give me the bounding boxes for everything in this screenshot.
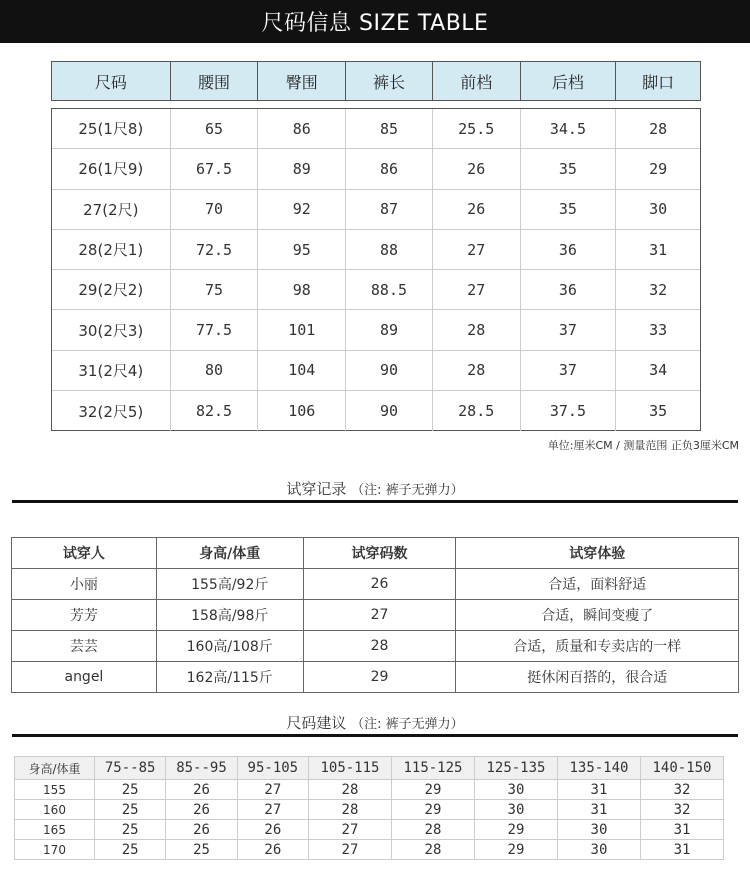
try-on-row bbox=[12, 569, 739, 600]
recommendation-cell: 29 bbox=[474, 820, 557, 840]
size-table-row bbox=[52, 149, 700, 189]
recommendation-cell: 160 bbox=[15, 800, 95, 820]
recommendation-cell: 26 bbox=[166, 820, 237, 840]
recommendation-header-cell: 115-125 bbox=[391, 757, 474, 780]
try-on-row bbox=[12, 631, 739, 662]
try-on-cell: 162高/115斤 bbox=[156, 662, 303, 693]
recommendation-cell: 26 bbox=[166, 800, 237, 820]
recommendation-cell: 30 bbox=[557, 840, 640, 860]
size-table-cell: 26(1尺9) bbox=[52, 149, 171, 188]
recommendation-cell: 29 bbox=[391, 780, 474, 800]
size-table-cell: 72.5 bbox=[171, 230, 259, 269]
recommendation-title: 尺码建议 bbox=[286, 714, 347, 732]
try-on-row bbox=[12, 662, 739, 693]
size-table-cell: 35 bbox=[521, 190, 617, 229]
size-table-cell: 87 bbox=[346, 190, 433, 229]
recommendation-note: （注: 裤子无弹力） bbox=[351, 717, 464, 732]
size-table-cell: 37 bbox=[521, 310, 617, 349]
try-on-cell: 合适，瞬间变瘦了 bbox=[456, 600, 739, 631]
size-table-cell: 26 bbox=[433, 149, 521, 188]
size-table-cell: 32 bbox=[649, 280, 668, 299]
recommendation-row bbox=[15, 820, 724, 840]
size-table-cell: 65 bbox=[171, 109, 259, 148]
try-on-cell: 芸芸 bbox=[12, 631, 157, 662]
size-table-row bbox=[52, 351, 700, 391]
size-table-body bbox=[51, 108, 701, 431]
recommendation-cell: 28 bbox=[308, 780, 391, 800]
size-table-cell: 67.5 bbox=[171, 149, 259, 188]
size-table-cell: 88 bbox=[346, 230, 433, 269]
try-on-cell: 26 bbox=[303, 569, 456, 600]
recommendation-cell: 28 bbox=[391, 840, 474, 860]
size-table-cell: 77.5 bbox=[171, 310, 259, 349]
try-on-cell: 29 bbox=[303, 662, 456, 693]
size-table-cell: 34.5 bbox=[521, 109, 617, 148]
size-table-cell: 90 bbox=[346, 351, 433, 390]
try-on-header-cell: 试穿码数 bbox=[303, 538, 456, 569]
recommendation-header-cell: 105-115 bbox=[308, 757, 391, 780]
try-on-title: 试穿记录 bbox=[286, 480, 347, 498]
size-table-cell: 28 bbox=[433, 310, 521, 349]
size-table-cell: 89 bbox=[346, 310, 433, 349]
size-table-cell: 80 bbox=[171, 351, 259, 390]
recommendation-cell: 26 bbox=[166, 780, 237, 800]
try-on-table bbox=[11, 537, 739, 693]
size-header-cell: 臀围 bbox=[258, 62, 346, 100]
size-table-cell: 29(2尺2) bbox=[52, 270, 171, 309]
size-table-cell: 35 bbox=[649, 402, 668, 421]
size-table-cell: 37 bbox=[521, 351, 617, 390]
recommendation-cell: 25 bbox=[95, 800, 166, 820]
size-table-cell: 37.5 bbox=[521, 391, 617, 431]
try-on-row bbox=[12, 600, 739, 631]
try-on-cell: 160高/108斤 bbox=[156, 631, 303, 662]
recommendation-cell: 27 bbox=[237, 800, 308, 820]
size-table-cell: 25(1尺8) bbox=[52, 109, 171, 148]
size-table-cell: 36 bbox=[521, 230, 617, 269]
recommendation-cell: 31 bbox=[557, 780, 640, 800]
recommendation-table bbox=[14, 756, 724, 860]
recommendation-row bbox=[15, 780, 724, 800]
size-header-cell: 后档 bbox=[521, 62, 617, 100]
size-table-cell: 28 bbox=[433, 351, 521, 390]
recommendation-cell: 31 bbox=[557, 800, 640, 820]
try-on-cell: 158高/98斤 bbox=[156, 600, 303, 631]
recommendation-row bbox=[15, 840, 724, 860]
size-header-cell: 裤长 bbox=[346, 62, 433, 100]
recommendation-cell: 25 bbox=[95, 820, 166, 840]
size-table-cell: 86 bbox=[258, 109, 346, 148]
recommendation-cell: 32 bbox=[640, 780, 723, 800]
recommendation-header-cell: 95-105 bbox=[237, 757, 308, 780]
recommendation-cell: 31 bbox=[640, 840, 723, 860]
size-table-cell: 32(2尺5) bbox=[52, 391, 171, 431]
size-table-row bbox=[52, 391, 700, 431]
try-on-header-row bbox=[12, 538, 739, 569]
try-on-cell: 合适，质量和专卖店的一样 bbox=[456, 631, 739, 662]
size-table-cell: 82.5 bbox=[171, 391, 259, 431]
recommendation-section-title bbox=[0, 712, 750, 733]
recommendation-header-cell: 135-140 bbox=[557, 757, 640, 780]
page-banner bbox=[0, 0, 750, 43]
recommendation-cell: 26 bbox=[237, 840, 308, 860]
try-on-cell: 芳芳 bbox=[12, 600, 157, 631]
size-header-cell: 前档 bbox=[433, 62, 521, 100]
size-table-cell: 28(2尺1) bbox=[52, 230, 171, 269]
recommendation-cell: 27 bbox=[308, 840, 391, 860]
size-table-row bbox=[52, 310, 700, 350]
size-table-cell: 27(2尺) bbox=[52, 190, 171, 229]
size-table-cell: 70 bbox=[171, 190, 259, 229]
size-table-cell: 101 bbox=[258, 310, 346, 349]
section-divider bbox=[12, 500, 738, 503]
recommendation-cell: 30 bbox=[557, 820, 640, 840]
size-table-cell: 35 bbox=[521, 149, 617, 188]
size-table-cell: 33 bbox=[649, 321, 668, 340]
recommendation-header-cell: 75--85 bbox=[95, 757, 166, 780]
recommendation-cell: 155 bbox=[15, 780, 95, 800]
recommendation-row bbox=[15, 800, 724, 820]
recommendation-cell: 27 bbox=[308, 820, 391, 840]
banner-title: 尺码信息 SIZE TABLE bbox=[261, 11, 489, 36]
size-table-cell: 92 bbox=[258, 190, 346, 229]
size-table-cell: 27 bbox=[433, 230, 521, 269]
size-table-cell: 27 bbox=[433, 270, 521, 309]
size-table-row bbox=[52, 230, 700, 270]
size-header-cell: 尺码 bbox=[52, 62, 171, 100]
unit-note: 单位:厘米CM / 测量范围 正负3厘米CM bbox=[547, 439, 739, 452]
size-table-cell: 25.5 bbox=[433, 109, 521, 148]
recommendation-cell: 29 bbox=[391, 800, 474, 820]
recommendation-cell: 28 bbox=[391, 820, 474, 840]
recommendation-cell: 26 bbox=[237, 820, 308, 840]
size-table-cell: 104 bbox=[258, 351, 346, 390]
size-table-cell: 88.5 bbox=[346, 270, 433, 309]
size-table-cell: 30(2尺3) bbox=[52, 310, 171, 349]
size-header-cell: 脚口 bbox=[642, 72, 675, 92]
size-table-cell: 31(2尺4) bbox=[52, 351, 171, 390]
recommendation-cell: 29 bbox=[474, 840, 557, 860]
size-table-cell: 85 bbox=[346, 109, 433, 148]
try-on-cell: 155高/92斤 bbox=[156, 569, 303, 600]
try-on-cell: 小丽 bbox=[12, 569, 157, 600]
size-table-cell: 86 bbox=[346, 149, 433, 188]
recommendation-cell: 31 bbox=[640, 820, 723, 840]
recommendation-cell: 25 bbox=[95, 780, 166, 800]
size-table-cell: 95 bbox=[258, 230, 346, 269]
try-on-section-title bbox=[0, 478, 750, 499]
try-on-header-cell: 身高/体重 bbox=[156, 538, 303, 569]
size-table-row bbox=[52, 270, 700, 310]
size-table-cell: 36 bbox=[521, 270, 617, 309]
size-table-cell: 106 bbox=[258, 391, 346, 431]
size-table-cell: 28.5 bbox=[433, 391, 521, 431]
size-table-cell: 28 bbox=[649, 119, 668, 138]
recommendation-header-cell: 85--95 bbox=[166, 757, 237, 780]
size-table-cell: 31 bbox=[649, 240, 668, 259]
try-on-cell: 28 bbox=[303, 631, 456, 662]
recommendation-cell: 28 bbox=[308, 800, 391, 820]
size-table-header bbox=[51, 61, 701, 101]
size-header-cell: 腰围 bbox=[171, 62, 259, 100]
recommendation-header-cell: 140-150 bbox=[640, 757, 723, 780]
recommendation-header-cell: 身高/体重 bbox=[15, 757, 95, 780]
recommendation-cell: 27 bbox=[237, 780, 308, 800]
recommendation-cell: 25 bbox=[166, 840, 237, 860]
try-on-header-cell: 试穿体验 bbox=[456, 538, 739, 569]
recommendation-cell: 170 bbox=[15, 840, 95, 860]
recommendation-cell: 30 bbox=[474, 800, 557, 820]
section-divider bbox=[12, 734, 738, 737]
size-table-row bbox=[52, 190, 700, 230]
size-table-row bbox=[52, 109, 700, 149]
recommendation-cell: 30 bbox=[474, 780, 557, 800]
size-table-cell: 26 bbox=[433, 190, 521, 229]
try-on-cell: 挺休闲百搭的，很合适 bbox=[456, 662, 739, 693]
recommendation-cell: 25 bbox=[95, 840, 166, 860]
recommendation-cell: 32 bbox=[640, 800, 723, 820]
try-on-cell: 27 bbox=[303, 600, 456, 631]
recommendation-header-row bbox=[15, 757, 724, 780]
size-table-cell: 98 bbox=[258, 270, 346, 309]
size-table-cell: 89 bbox=[258, 149, 346, 188]
size-table-cell: 30 bbox=[649, 200, 668, 219]
recommendation-header-cell: 125-135 bbox=[474, 757, 557, 780]
size-table-cell: 90 bbox=[346, 391, 433, 431]
try-on-cell: angel bbox=[12, 662, 157, 693]
try-on-note: （注: 裤子无弹力） bbox=[351, 483, 464, 498]
recommendation-cell: 165 bbox=[15, 820, 95, 840]
size-table-cell: 75 bbox=[171, 270, 259, 309]
try-on-header-cell: 试穿人 bbox=[12, 538, 157, 569]
size-table-cell: 29 bbox=[649, 159, 668, 178]
try-on-cell: 合适，面料舒适 bbox=[456, 569, 739, 600]
size-table-cell: 34 bbox=[649, 361, 668, 380]
